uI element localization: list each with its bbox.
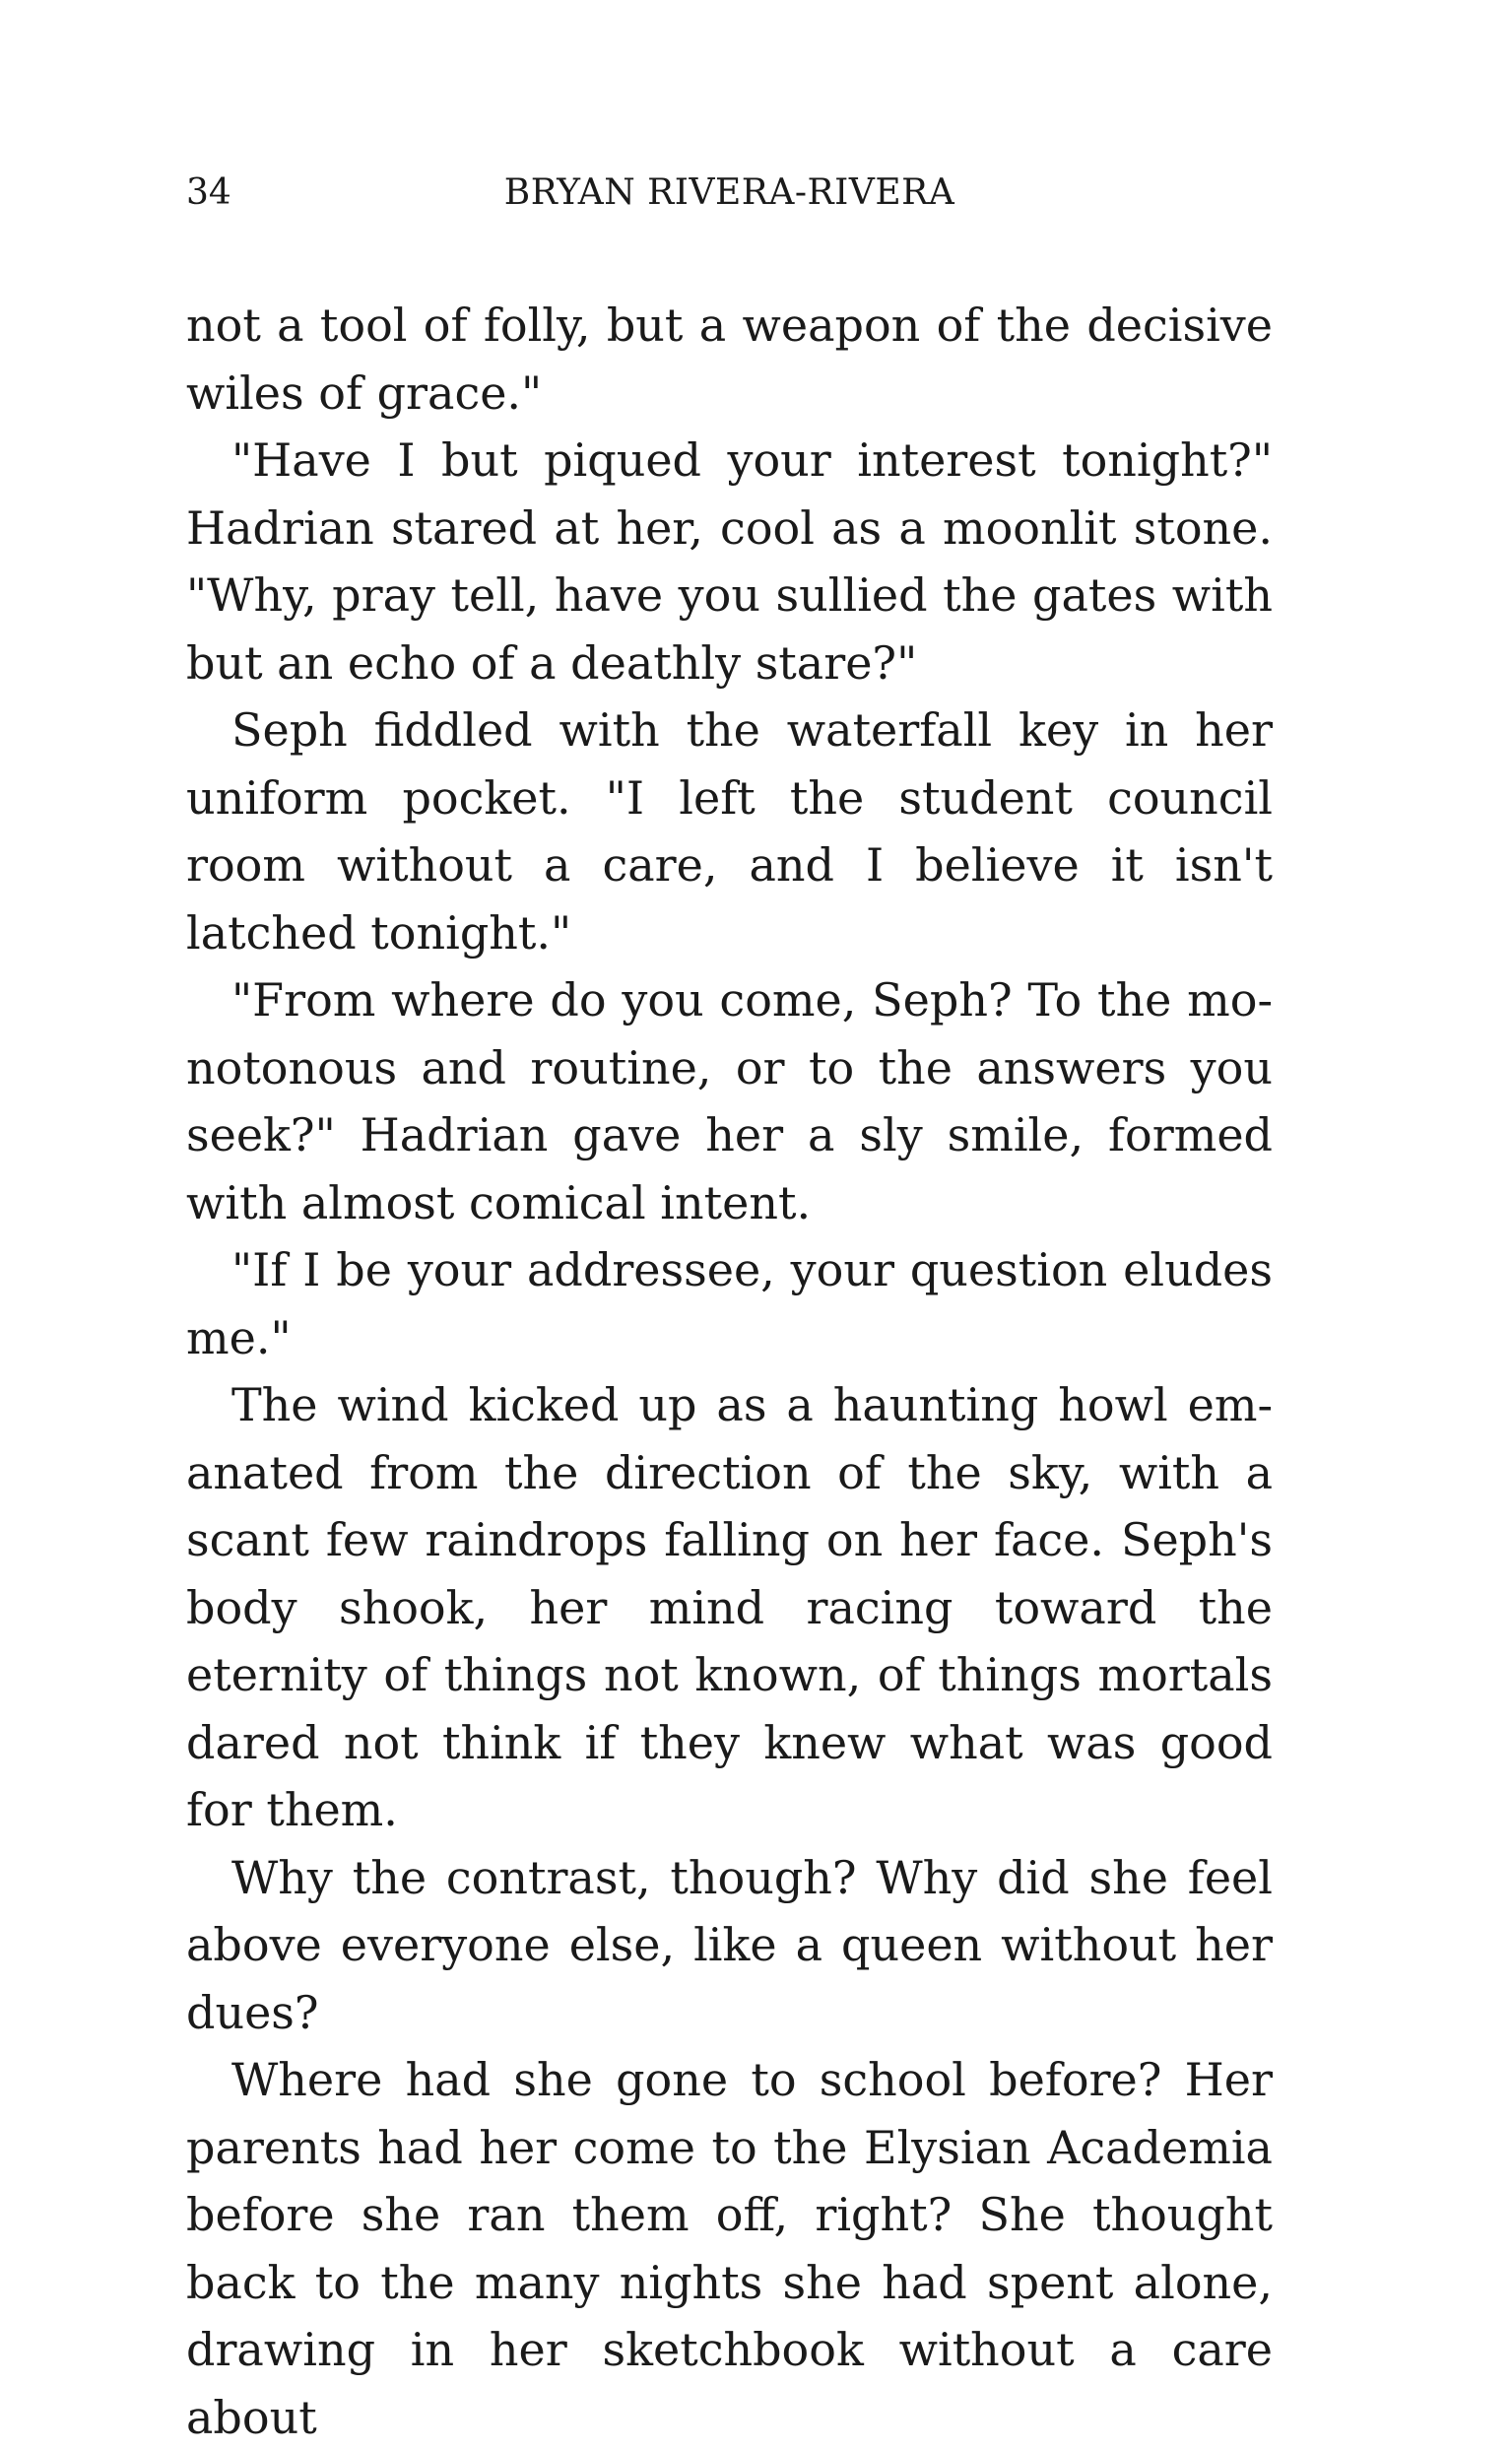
paragraph-3: Seph fiddled with the waterfall key in her uniform pocket. "I left the student council room without a care, and I believe it isn't latched tonight."	[186, 703, 1273, 960]
page-number: 34	[186, 172, 231, 213]
paragraph-5: "If I be your addressee, your question eludes me."	[186, 1243, 1273, 1364]
paragraph-6: The wind kicked up as a haunting howl emanated from the direction of the sky, with a scant few raindrops falling on her face. Seph's body shook, her mind racing toward the eternity of things not known, of things mortals dared not think if they knew what was good for them.	[186, 1378, 1273, 1836]
paragraph-4: "From where do you come, Seph? To the monotonous and routine, or to the answers you seek?" Hadrian gave her a sly smile, formed with almost comical intent.	[186, 973, 1273, 1229]
running-head	[186, 169, 1273, 217]
running-title: BRYAN RIVERA-RIVERA	[503, 172, 955, 213]
paragraph-2: "Have I but piqued your interest tonight?" Hadrian stared at her, cool as a moonlit stone. "Why, pray tell, have you sullied the gates with but an echo of a deathly stare?"	[186, 433, 1273, 690]
paragraph-1: not a tool of folly, but a weapon of the decisive wiles of grace."	[186, 298, 1273, 420]
body-text	[186, 292, 1273, 2451]
paragraph-8: Where had she gone to school before? Her parents had her come to the Elysian Academia before she ran them off, right? She thought back to the many nights she had spent alone, drawing in her sketchbook without a care about	[186, 2053, 1273, 2444]
paragraph-7: Why the contrast, though? Why did she feel above everyone else, like a queen without her dues?	[186, 1850, 1273, 2039]
